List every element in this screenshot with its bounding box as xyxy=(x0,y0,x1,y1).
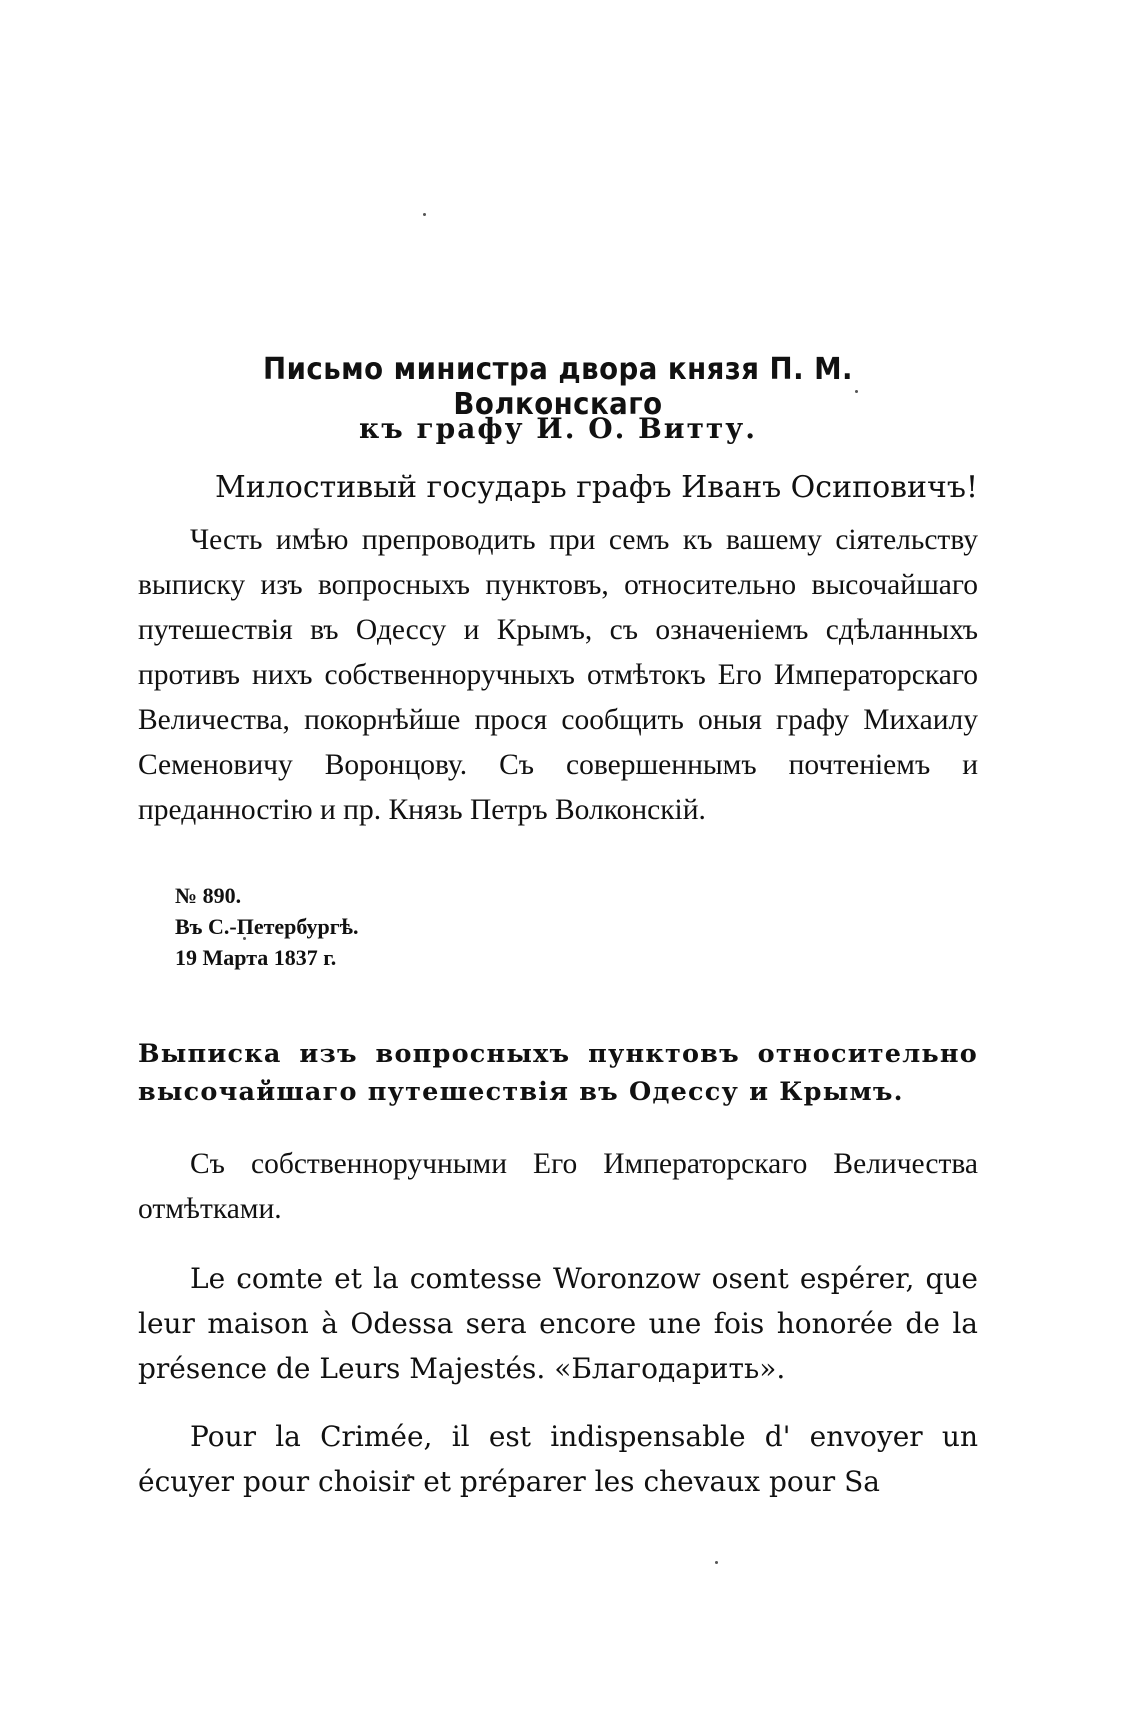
letter-heading-recipient: къ графу И. О. Витту. xyxy=(359,412,757,445)
speck xyxy=(715,1561,718,1564)
letter-number: № 890. xyxy=(175,883,242,908)
letter-salutation: Милостивый государь графъ Иванъ Осиповичъ! xyxy=(215,470,978,505)
letter-body: Честь имѣю препроводить при семъ къ вашему сіятельству выписку изъ вопросныхъ пунктовъ, относительно высочайшаго путешествія въ Одессу и Крымъ, съ означеніемъ сдѣланныхъ противъ нихъ собственноручныхъ отмѣтокъ Его Императорскаго Величества, покорнѣйше прося сообщить оныя графу Михаилу Семеновичу Воронцову. Съ совершеннымъ почтеніемъ и преданностію и пр. Князь Петръ Волконскій. xyxy=(138,524,978,826)
letter-heading: Письмо министра двора князя П. М. Волконскаго xyxy=(263,352,853,422)
extract-paragraph-1: Le comte et la comtesse Woronzow osent espérer, que leur maison à Odessa sera encore une fois honorée de la présence de Leurs Majestés. «Благодарить». xyxy=(138,1262,978,1385)
extract-paragraph-2: Pour la Crimée, il est indispensable d' envoyer un écuyer pour choisir et préparer les chevaux pour Sa xyxy=(138,1420,978,1498)
extract-subtitle: Съ собственноручными Его Императорскаго Величества отмѣтками. xyxy=(138,1148,978,1225)
letter-date: 19 Марта 1837 г. xyxy=(175,945,337,970)
extract-title: Выписка изъ вопросныхъ пунктовъ относительно высочайшаго путешествія въ Одессу и Крымъ. xyxy=(138,1039,978,1107)
letter-dateline xyxy=(175,880,359,973)
speck xyxy=(423,213,426,216)
letter-place: Въ С.-Петербургѣ. xyxy=(175,914,359,939)
